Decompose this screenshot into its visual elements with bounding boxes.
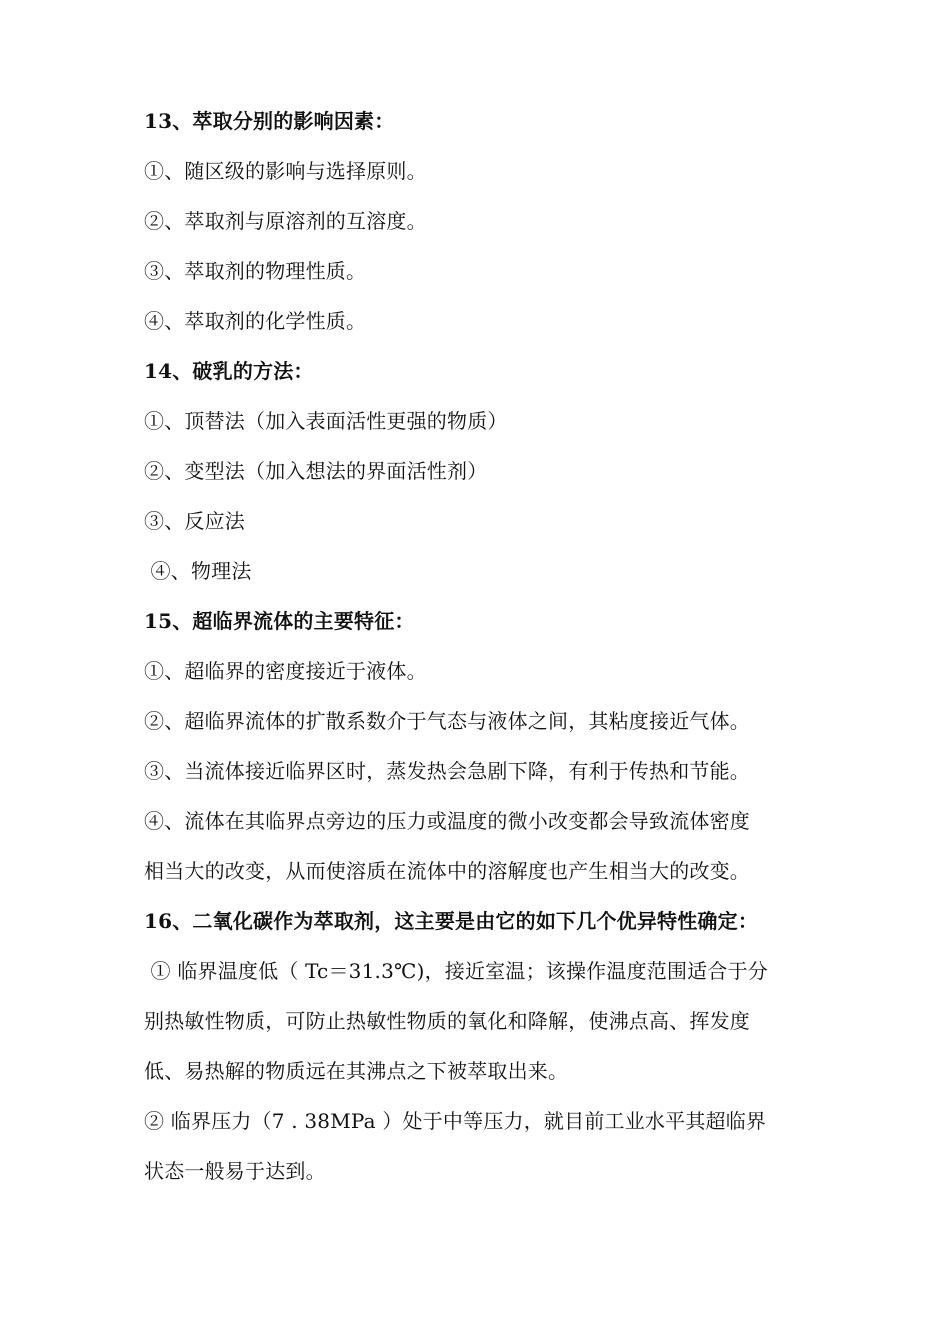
section-15-item-4-line-2: 相当大的改变，从而使溶质在流体中的溶解度也产生相当大的改变。 bbox=[144, 859, 750, 883]
section-13-item-3: ③、萃取剂的物理性质。 bbox=[144, 259, 367, 283]
section-14-item-1: ①、顶替法（加入表面活性更强的物质） bbox=[144, 409, 508, 433]
section-16-heading: 16、二氧化碳作为萃取剂，这主要是由它的如下几个优异特性确定： bbox=[144, 909, 759, 933]
section-14-heading: 14、破乳的方法： bbox=[144, 359, 314, 383]
section-14-item-4: ④、物理法 bbox=[144, 559, 252, 583]
section-14-item-2: ②、变型法（加入想法的界面活性剂） bbox=[144, 459, 488, 483]
section-16-item-1-line-1: ① 临界温度低（ Tc＝31.3℃)，接近室温；该操作温度范围适合于分 bbox=[144, 959, 768, 983]
section-16-item-2-line-1: ② 临界压力（7 . 38MPa ）处于中等压力，就目前工业水平其超临界 bbox=[144, 1109, 767, 1133]
section-15-item-3: ③、当流体接近临界区时，蒸发热会急剧下降，有利于传热和节能。 bbox=[144, 759, 750, 783]
section-13-item-4: ④、萃取剂的化学性质。 bbox=[144, 309, 367, 333]
section-15-item-4-line-1: ④、流体在其临界点旁边的压力或温度的微小改变都会导致流体密度 bbox=[144, 809, 750, 833]
section-15-item-2: ②、超临界流体的扩散系数介于气态与液体之间，其粘度接近气体。 bbox=[144, 709, 750, 733]
section-14-item-3: ③、反应法 bbox=[144, 509, 245, 533]
section-15-item-1: ①、超临界的密度接近于液体。 bbox=[144, 659, 427, 683]
section-16-item-2-line-2: 状态一般易于达到。 bbox=[144, 1159, 326, 1183]
section-16-item-1-line-3: 低、易热解的物质远在其沸点之下被萃取出来。 bbox=[144, 1059, 569, 1083]
section-13-item-1: ①、随区级的影响与选择原则。 bbox=[144, 159, 427, 183]
section-13-item-2: ②、萃取剂与原溶剂的互溶度。 bbox=[144, 209, 427, 233]
section-16-item-1-line-2: 别热敏性物质，可防止热敏性物质的氧化和降解，使沸点高、挥发度 bbox=[144, 1009, 750, 1033]
section-15-heading: 15、超临界流体的主要特征： bbox=[144, 609, 415, 633]
document-page bbox=[144, 96, 824, 1196]
section-13-heading: 13、萃取分别的影响因素： bbox=[144, 109, 395, 133]
